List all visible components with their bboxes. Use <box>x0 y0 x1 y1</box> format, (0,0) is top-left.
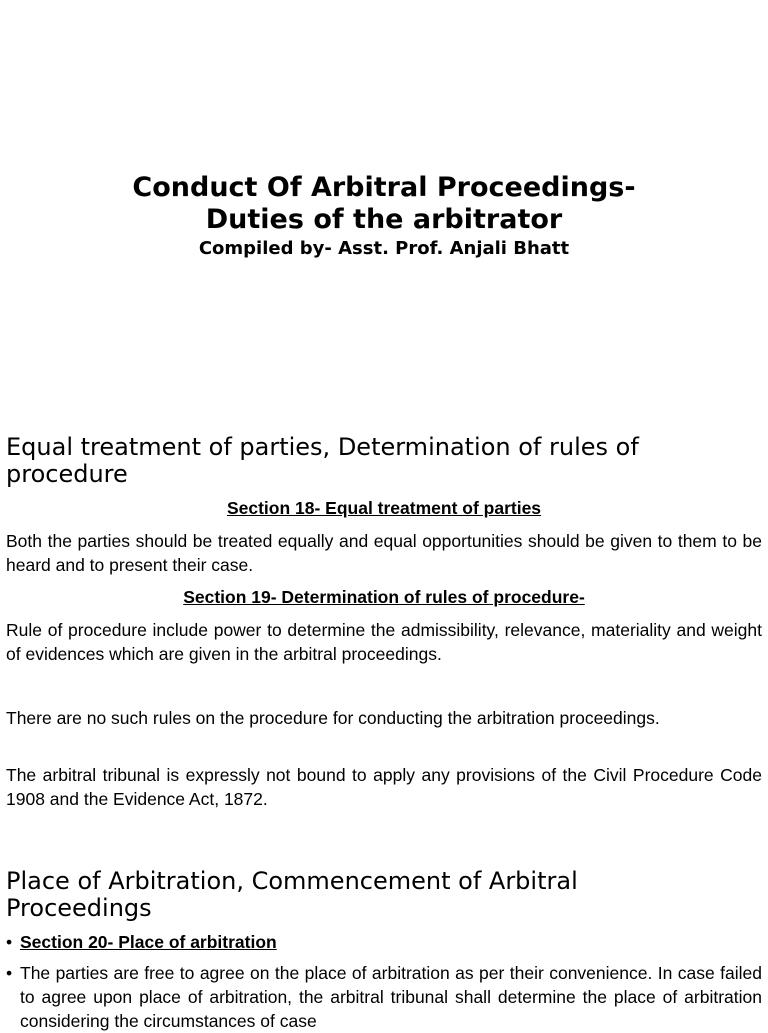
title-line-1: Conduct Of Arbitral Proceedings- <box>132 172 636 203</box>
section20-title: Section 20- Place of arbitration <box>20 932 277 952</box>
slide3-heading: Place of Arbitration, Commencement of Arbitral Proceedings <box>6 867 578 922</box>
section20-text: The parties are free to agree on the place of arbitration as per their convenience. In case failed to agree upon place of arbitration, the arbitral tribunal shall determine the place of arbitration considering the circumstances of case <box>20 963 762 1031</box>
slide-title <box>0 172 768 236</box>
slide2-heading: Equal treatment of parties, Determination of rules of procedure <box>6 433 639 488</box>
section19-title: Section 19- Determination of rules of procedure- <box>183 587 585 607</box>
section18-text: Both the parties should be treated equally and equal opportunities should be given to them to be heard and to present their case. <box>6 531 762 575</box>
title-slide <box>0 0 768 420</box>
section19-text: Rule of procedure include power to determine the admissibility, relevance, materiality and weight of evidences which are given in the arbitral proceedings. <box>6 620 762 664</box>
tribunal-paragraph: The arbitral tribunal is expressly not bound to apply any provisions of the Civil Procedure Code 1908 and the Evidence Act, 1872. <box>6 765 762 809</box>
no-rules-paragraph: There are no such rules on the procedure for conducting the arbitration proceedings. <box>6 708 660 728</box>
bullet-dot-icon: • <box>6 932 13 952</box>
section18-title: Section 18- Equal treatment of parties <box>226 498 542 518</box>
bullet-dot-icon: • <box>6 963 13 983</box>
slide-subtitle: Compiled by- Asst. Prof. Anjali Bhatt <box>198 238 570 259</box>
bullet-section20-text <box>6 961 762 1033</box>
bullet-section20-title <box>6 930 762 954</box>
title-line-2: Duties of the arbitrator <box>205 204 563 235</box>
